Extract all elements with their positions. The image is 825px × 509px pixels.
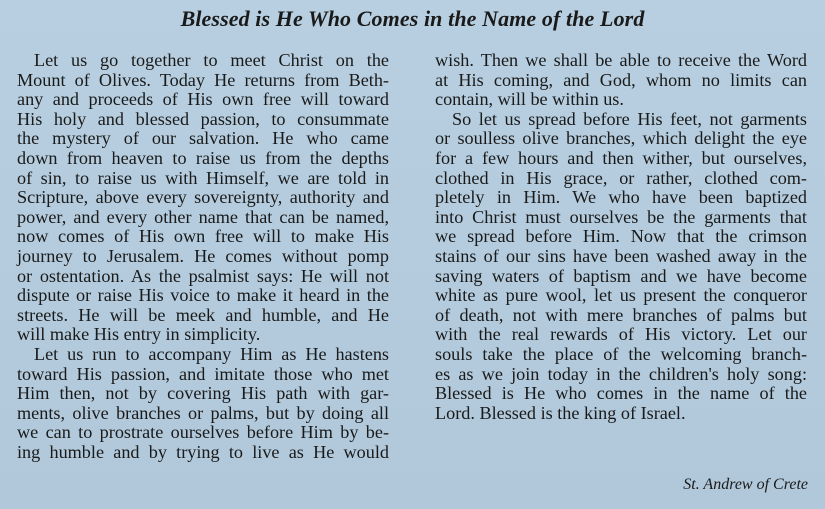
text-line: So let us spread before His feet, not garments bbox=[452, 108, 807, 129]
text-line: white as pure wool, let us present the conqueror bbox=[435, 285, 807, 306]
text-line: saving waters of baptism and we have become bbox=[435, 265, 807, 286]
text-line: souls take the place of the welcoming branch- bbox=[435, 343, 807, 364]
text-line: with the real rewards of His victory. Let our bbox=[435, 324, 807, 345]
text-line: Him then, not by covering His path with gar- bbox=[17, 383, 389, 404]
text-line: at His coming, and God, whom no limits can bbox=[435, 69, 807, 90]
text-line: the mystery of our salvation. He who came bbox=[17, 128, 389, 149]
text-line: we can to prostrate ourselves before Him by be- bbox=[17, 422, 389, 443]
text-line: or soulless olive branches, which delight the eye bbox=[435, 128, 807, 149]
author-signature: St. Andrew of Crete bbox=[683, 476, 808, 493]
text-line: now comes of His own free will to make His bbox=[17, 226, 389, 247]
text-line: Scripture, above every sovereignty, authority and bbox=[17, 187, 389, 208]
text-line: stains of our sins have been washed away in the bbox=[435, 245, 807, 266]
text-line: for a few hours and then wither, but ourselves, bbox=[435, 147, 807, 168]
text-line: ments, olive branches or palms, but by doing all bbox=[17, 402, 389, 423]
text-line: any and proceeds of His own free will toward bbox=[17, 89, 389, 110]
text-line: or ostentation. As the psalmist says: He will not bbox=[17, 265, 389, 286]
text-line: streets. He will be meek and humble, and He bbox=[17, 304, 389, 325]
text-line: down from heaven to raise us from the depths bbox=[17, 147, 389, 168]
text-column-left bbox=[17, 51, 389, 462]
text-line: toward His passion, and imitate those who met bbox=[17, 363, 389, 384]
text-line: His holy and blessed passion, to consummate bbox=[17, 108, 389, 129]
text-line: wish. Then we shall be able to receive the Word bbox=[435, 50, 807, 70]
text-line: of death, not with mere branches of palms but bbox=[435, 304, 807, 325]
text-line: we spread before Him. Now that the crimson bbox=[435, 226, 807, 247]
text-column-right bbox=[435, 51, 807, 423]
text-line: es as we join today in the children's holy song: bbox=[435, 363, 807, 384]
text-line: power, and every other name that can be named, bbox=[17, 206, 389, 227]
text-line: Mount of Olives. Today He returns from Beth- bbox=[17, 69, 389, 90]
text-line: Blessed is He who comes in the name of the bbox=[435, 383, 807, 404]
text-line: dispute or raise His voice to make it heard in the bbox=[17, 285, 389, 306]
text-line: contain, will be within us. bbox=[435, 89, 624, 110]
page-title: Blessed is He Who Comes in the Name of the Lord bbox=[180, 6, 645, 31]
text-line: Let us run to accompany Him as He hastens bbox=[34, 343, 389, 364]
text-line: into Christ must ourselves be the garments that bbox=[435, 206, 807, 227]
text-line: clothed in His grace, or rather, clothed com- bbox=[435, 167, 807, 188]
text-line: Let us go together to meet Christ on the bbox=[34, 50, 389, 70]
text-line: ing humble and by trying to live as He would bbox=[17, 441, 389, 462]
text-line: journey to Jerusalem. He comes without pomp bbox=[17, 245, 389, 266]
text-line: Lord. Blessed is the king of Israel. bbox=[435, 402, 686, 423]
text-line: of sin, to raise us with Himself, we are told in bbox=[17, 167, 389, 188]
text-line: will make His entry in simplicity. bbox=[17, 324, 261, 345]
text-line: pletely in Him. We who have been baptized bbox=[435, 187, 807, 208]
